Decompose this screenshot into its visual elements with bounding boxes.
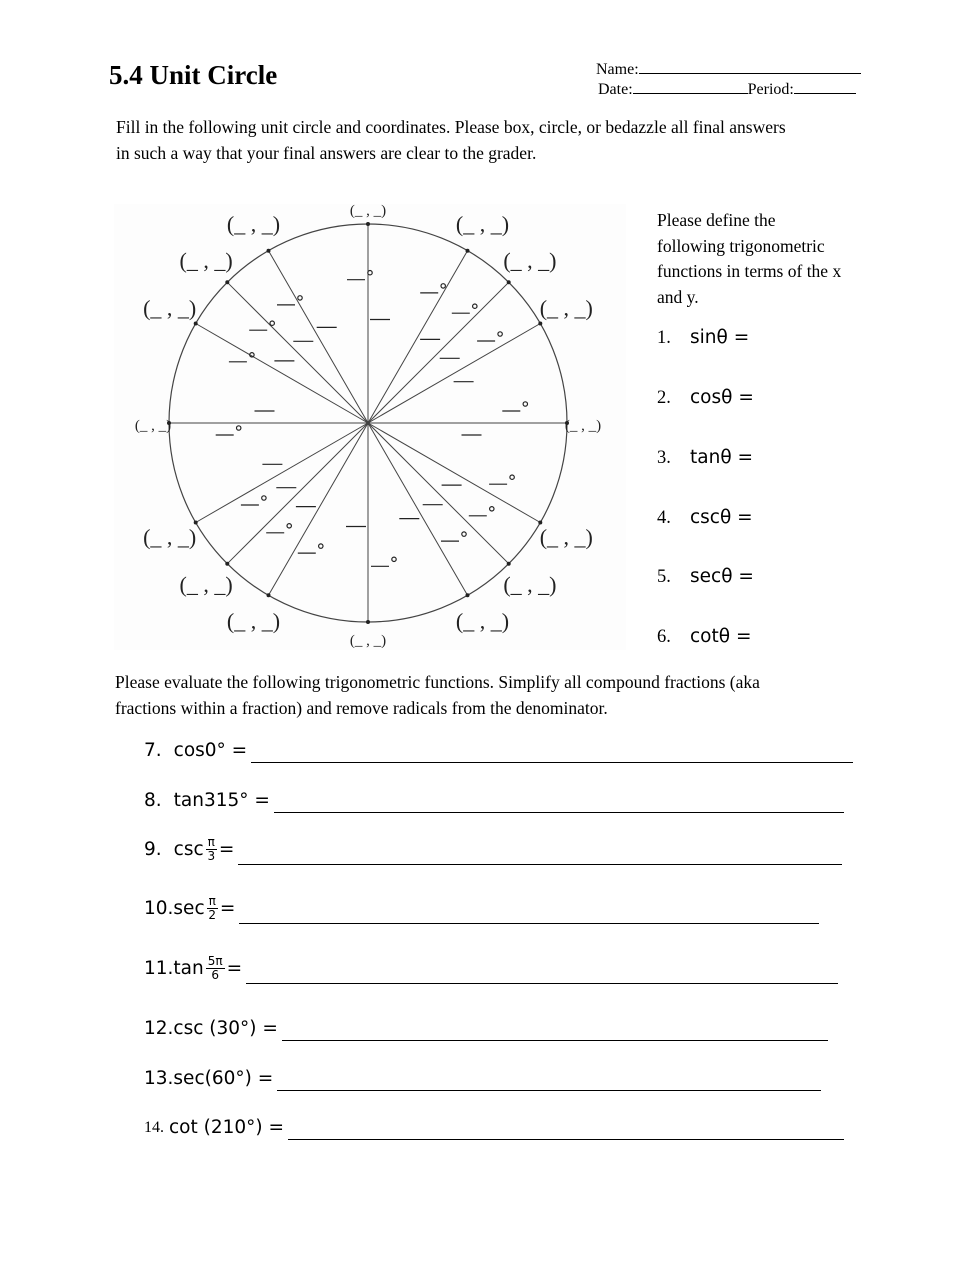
definition-item[interactable] — [657, 566, 754, 588]
def-function: cotθ = — [690, 626, 752, 647]
evaluate-line: fractions within a fraction) and remove radicals from the denominator. — [115, 698, 608, 718]
question-9[interactable] — [144, 836, 842, 863]
circle-point-300 — [466, 593, 470, 597]
answer-line[interactable] — [282, 1022, 828, 1041]
period-label: Period: — [747, 81, 794, 98]
coordinate-blank-330: (_ , _) — [539, 524, 593, 550]
def-number: 5. — [657, 567, 671, 587]
coordinate-blank-30: (_ , _) — [539, 295, 593, 321]
answer-line[interactable] — [239, 905, 819, 924]
circle-point-150 — [194, 322, 198, 326]
unit-circle-diagram[interactable] — [114, 204, 626, 650]
question-number: 10. — [144, 898, 174, 919]
answer-line[interactable] — [288, 1121, 844, 1140]
definitions-intro — [657, 208, 872, 310]
circle-point-60 — [466, 249, 470, 253]
question-number: 8. — [144, 790, 162, 811]
question-expression: cot (210°) = — [169, 1117, 285, 1138]
question-expression: sec(60°) = — [173, 1068, 274, 1089]
period-blank[interactable] — [794, 79, 856, 94]
question-number: 11. — [144, 958, 174, 979]
circle-point-270 — [366, 620, 370, 624]
name-blank[interactable] — [639, 59, 861, 74]
question-number: 14. — [144, 1118, 164, 1136]
instructions — [116, 114, 786, 166]
def-function: cscθ = — [690, 507, 753, 528]
circle-point-240 — [267, 593, 271, 597]
question-number: 9. — [144, 839, 162, 860]
circle-point-120 — [267, 249, 271, 253]
def-function: cosθ = — [690, 387, 754, 408]
definition-item[interactable] — [657, 507, 753, 529]
question-8[interactable] — [144, 790, 844, 811]
fraction — [207, 895, 218, 922]
coordinate-blank-225: (_ , _) — [179, 571, 233, 597]
question-11[interactable] — [144, 955, 838, 982]
question-12[interactable] — [144, 1018, 828, 1039]
question-number: 12. — [144, 1018, 174, 1039]
question-function: tan — [173, 958, 204, 979]
intro-line: following trigonometric — [657, 235, 825, 256]
coordinate-blank-315: (_ , _) — [503, 571, 557, 597]
fraction — [206, 836, 217, 863]
name-label: Name: — [596, 61, 639, 78]
question-number: 7. — [144, 740, 162, 761]
coordinate-blank-90: (_ , _) — [349, 204, 387, 219]
question-function: sec — [173, 898, 205, 919]
definition-item[interactable] — [657, 626, 751, 648]
definition-item[interactable] — [657, 327, 749, 349]
date-period-field[interactable] — [598, 79, 856, 99]
answer-line[interactable] — [274, 794, 844, 813]
question-expression: tan315° = — [173, 790, 270, 811]
coordinate-blank-135: (_ , _) — [179, 248, 233, 274]
question-10[interactable] — [144, 895, 819, 922]
fraction — [206, 955, 225, 982]
answer-line[interactable] — [238, 846, 842, 865]
coordinate-blank-270: (_ , _) — [349, 633, 387, 649]
circle-point-225 — [225, 562, 229, 566]
circle-point-30 — [538, 322, 542, 326]
coordinate-blank-0: (_ , _) — [564, 418, 602, 434]
fraction-numerator: π — [208, 894, 216, 908]
coordinate-blank-210: (_ , _) — [143, 524, 197, 550]
def-number: 1. — [657, 328, 671, 348]
date-blank[interactable] — [633, 79, 748, 94]
coordinate-blank-150: (_ , _) — [143, 295, 197, 321]
coordinate-blank-300: (_ , _) — [455, 608, 510, 634]
def-function: sinθ = — [690, 327, 750, 348]
equals-sign: = — [218, 839, 235, 860]
def-number: 6. — [657, 627, 671, 647]
question-13[interactable] — [144, 1068, 821, 1089]
def-number: 4. — [657, 508, 671, 528]
equals-sign: = — [226, 958, 243, 979]
question-function: csc — [173, 839, 204, 860]
answer-line[interactable] — [277, 1072, 821, 1091]
definition-item[interactable] — [657, 387, 754, 409]
instructions-line: in such a way that your final answers are clear to the grader. — [116, 143, 537, 163]
definition-item[interactable] — [657, 447, 753, 469]
fraction-numerator: 5π — [207, 954, 223, 968]
name-field[interactable] — [596, 59, 861, 79]
circle-point-45 — [507, 280, 511, 284]
def-number: 3. — [657, 448, 671, 468]
circle-point-315 — [507, 562, 511, 566]
coordinate-blank-180: (_ , _) — [134, 418, 172, 434]
answer-line[interactable] — [251, 744, 853, 763]
circle-point-90 — [366, 222, 370, 226]
def-function: secθ = — [690, 566, 754, 587]
equals-sign: = — [219, 898, 236, 919]
intro-line: and y. — [657, 286, 699, 307]
coordinate-blank-45: (_ , _) — [503, 248, 557, 274]
coordinate-blank-60: (_ , _) — [455, 211, 510, 237]
fraction-numerator: π — [207, 835, 215, 849]
evaluate-instructions — [115, 669, 760, 721]
question-14[interactable] — [144, 1117, 844, 1138]
answer-line[interactable] — [246, 965, 838, 984]
question-expression: cos0° = — [173, 740, 248, 761]
intro-line: Please define the — [657, 210, 776, 230]
circle-point-135 — [225, 280, 229, 284]
instructions-line: Fill in the following unit circle and coordinates. Please box, circle, or bedazzle all final answers — [116, 117, 786, 137]
intro-line: functions in terms of the x — [657, 261, 842, 281]
def-number: 2. — [657, 388, 671, 408]
coordinate-blank-120: (_ , _) — [226, 211, 281, 237]
question-7[interactable] — [144, 740, 853, 761]
fraction-denominator: 3 — [207, 849, 216, 863]
question-expression: csc (30°) = — [173, 1018, 278, 1039]
date-label: Date: — [598, 81, 633, 98]
coordinate-blank-240: (_ , _) — [226, 608, 281, 634]
fraction-denominator: 6 — [211, 968, 219, 982]
page-title: 5.4 Unit Circle — [109, 60, 278, 90]
evaluate-line: Please evaluate the following trigonometric functions. Simplify all compound fractions (aka — [115, 672, 760, 692]
question-number: 13. — [144, 1068, 174, 1089]
def-function: tanθ = — [690, 447, 754, 468]
fraction-denominator: 2 — [208, 908, 217, 922]
